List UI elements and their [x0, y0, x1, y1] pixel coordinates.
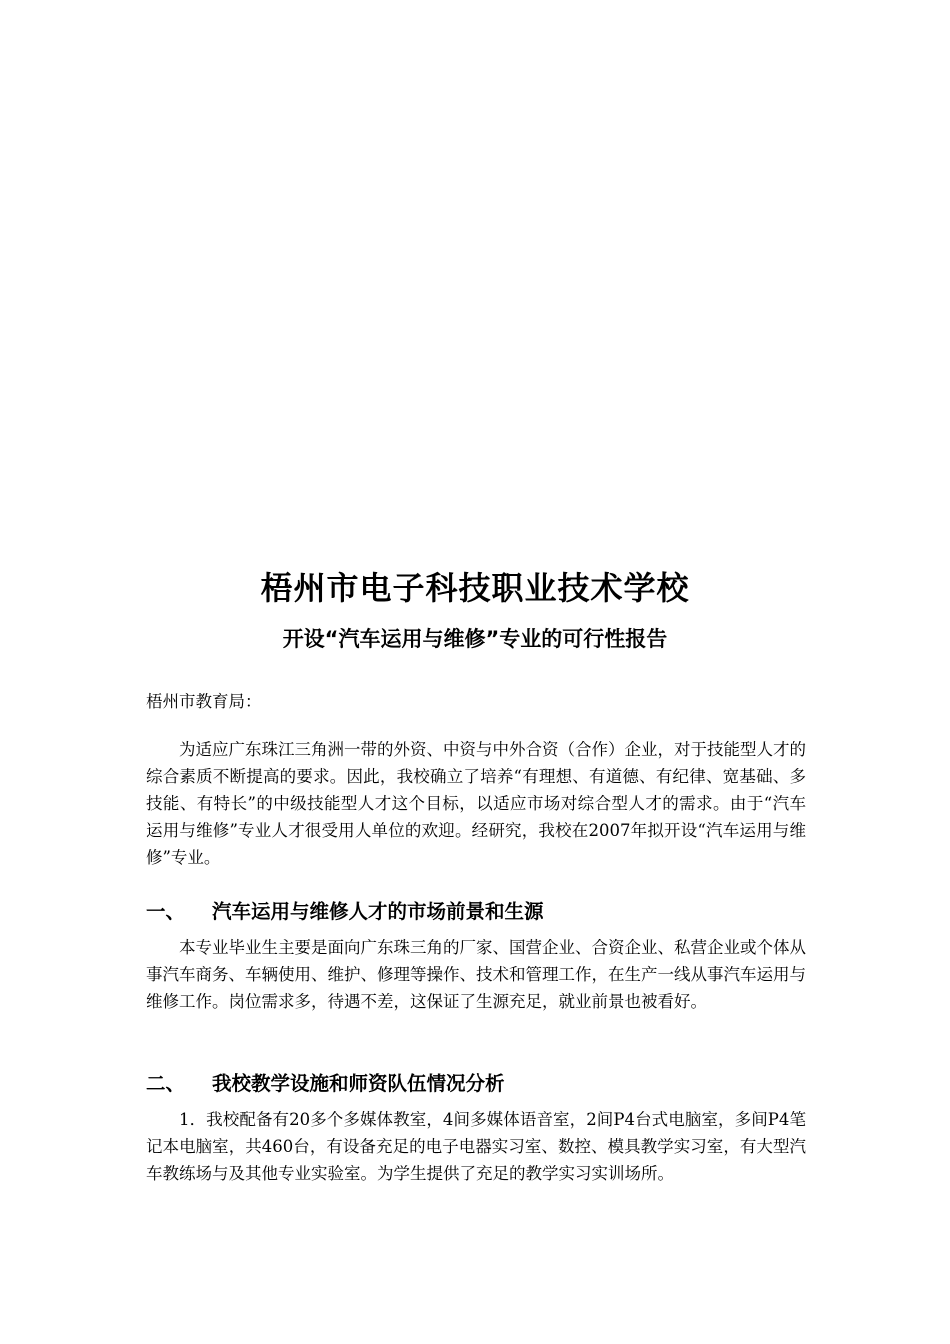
section-heading-2 [146, 1070, 505, 1098]
section-title-2: 我校教学设施和师资队伍情况分析 [212, 1072, 505, 1095]
section-title-1: 汽车运用与维修人才的市场前景和生源 [212, 900, 544, 923]
document-title: 梧州市电子科技职业技术学校 [260, 569, 690, 607]
intro-paragraph: 为适应广东珠江三角洲一带的外资、中资与中外合资（合作）企业，对于技能型人才的综合素质不断提高的要求。因此，我校确立了培养“有理想、有道德、有纪律、宽基础、多技能、有特长”的中级技能型人才这个目标，以适应市场对综合型人才的需求。由于“汽车运用与维修”专业人才很受用人单位的欢迎。经研究，我校在2007年拟开设“汽车运用与维修”专业。 [146, 740, 806, 867]
document-subtitle: 开设“汽车运用与维修”专业的可行性报告 [282, 627, 668, 651]
section-paragraph-2: 1．我校配备有20多个多媒体教室，4间多媒体语音室，2间P4台式电脑室，多间P4笔记本电脑室，共460台，有设备充足的电子电器实习室、数控、模具教学实习室，有大型汽车教练场与及其他专业实验室。为学生提供了充足的教学实习实训场所。 [146, 1110, 806, 1183]
salutation: 梧州市教育局： [146, 692, 262, 711]
section-paragraph-1: 本专业毕业生主要是面向广东珠三角的厂家、国营企业、合资企业、私营企业或个体从事汽车商务、车辆使用、维护、修理等操作、技术和管理工作，在生产一线从事汽车运用与维修工作。岗位需求多，待遇不差，这保证了生源充足，就业前景也被看好。 [146, 938, 806, 1011]
section-number-2: 二、 [146, 1072, 186, 1095]
section-heading-1 [146, 898, 544, 926]
section-number-1: 一、 [146, 900, 186, 923]
